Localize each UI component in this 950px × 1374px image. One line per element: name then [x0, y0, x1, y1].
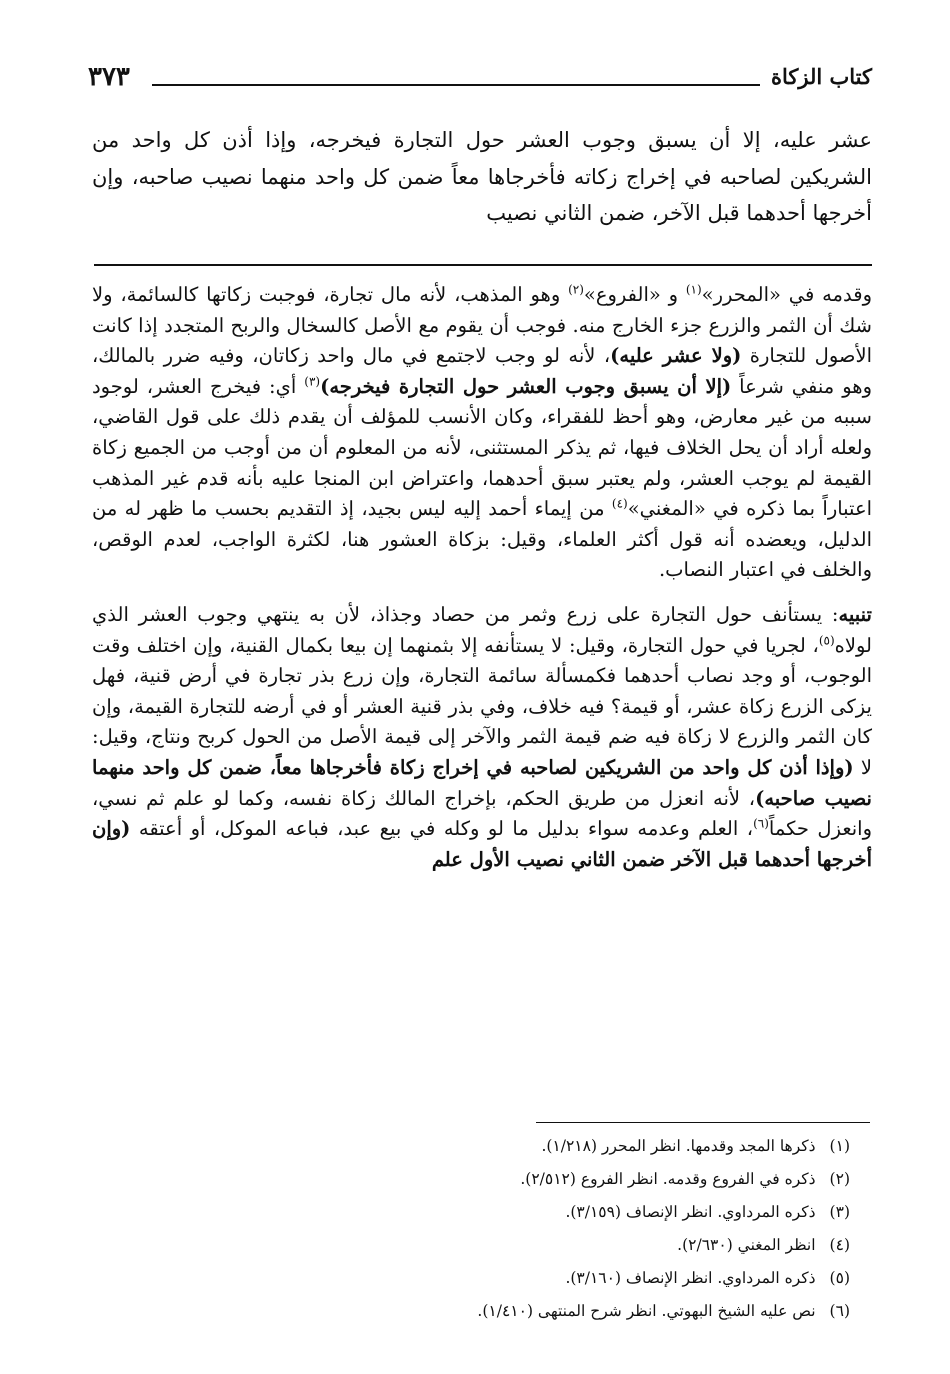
quoted-matn: (إلا أن يسبق وجوب العشر حول التجارة فيخرجه) — [320, 374, 732, 398]
tanbih-label: تنبيه — [838, 602, 872, 626]
footnote-ref[interactable]: (٣) — [304, 374, 321, 389]
footnote-number: (٦) — [829, 1302, 850, 1320]
page-number: ٣٧٣ — [88, 62, 130, 92]
page-header — [88, 62, 872, 102]
text-run: من إيماء أحمد إليه ليس بجيد، إذ التقديم بحسب ما ظهر له من الدليل، ويعضده أنه قول أكثر العلماء، وقيل: بزكاة العشور هنا، لكثرة الواجب، لعدم الوقص، والخلف في اعتبار النصاب. — [92, 497, 872, 582]
header-rule — [152, 84, 760, 86]
text-run: وهو المذهب، لأنه مال تجارة، فوجبت زكاتها كالسائمة، ولا شك أن الثمر والزرع جزء الخارج منه. فوجب أن يقوم مع الأصل كالسخال والربح المتجدد إذا كانت الأصول للتجارة — [92, 283, 872, 368]
matn-line: منهما نصيب صاحبه، وإن أخرجها أحدهما قبل الآخر، ضمن الثاني نصيب — [92, 164, 872, 225]
footnote-number: (١) — [829, 1137, 850, 1155]
matn-separator — [94, 264, 872, 266]
footnote-text: ذكره المرداوي. انظر الإنصاف (٣/١٦٠). — [565, 1269, 816, 1287]
matn-line: واحد من الشريكين لصاحبه في إخراج زكاته فأخرجاها معاً ضمن كل واحد — [92, 128, 872, 189]
text-run: ، لجريا في حول التجارة، وقيل: لا يستأنفه إلا بثمنهما إن بيعا بكمال القنية، وإن اختلف وقت الوجوب، أو وجد نصاب أحدهما فكمسألة سائمة التجارة، وإن زرع بذر تجارة في أرض قنية، فهل يزكى الزرع زكاة عشر، أو قيمة؟ فيه خلاف، وفي بذر قنية العشر أو في أرضه للتجارة القيمة، وإن كان الثمر والزرع لا زكاة فيه ضم قيمة الثمر والآخر إلى قيمة الأصل من الحول كربح ونتاج، وقيل: لا — [92, 633, 872, 779]
footnote-separator — [536, 1122, 870, 1123]
text-run: أي: فيخرج العشر، لوجود سببه من غير معارض، وهو أحظ للفقراء، وكان الأنسب للمؤلف أن يقدم ذلك على قول القاضي، ولعله أراد أن يحل الخلاف فيها، ثم يذكر المستثنى، لأنه من المعلوم أن من أوجب من الجميع زكاة القيمة لم يوجب العشر، ولم يعتبر سبق أحدهما، واعتراض ابن المنجا عليه بأنه قدم غير المذهب اعتباراً بما ذكره في «المغني» — [92, 374, 872, 521]
footnote-number: (٢) — [829, 1170, 850, 1188]
text-run: ، لأنه انعزل من طريق الحكم، بإخراج المالك زكاة نفسه، وكما لو علم ثم نسي، وانعزل حكماً — [92, 786, 872, 841]
footnote-ref[interactable]: (٥) — [818, 633, 835, 648]
footnote-text: انظر المغني (٢/٦٣٠). — [677, 1236, 816, 1254]
footnote-item — [350, 1196, 850, 1229]
footnote-number: (٤) — [829, 1236, 850, 1254]
quoted-matn: (وإذا أذن كل واحد من الشريكين لصاحبه في إخراج زكاة فأخرجاها معاً، ضمن كل واحد منهما نصيب صاحبه) — [92, 755, 872, 810]
text-run: و «الفروع» — [583, 283, 686, 306]
footnote-text: ذكره المرداوي. انظر الإنصاف (٣/١٥٩). — [565, 1203, 816, 1221]
running-title: كتاب الزكاة — [770, 64, 872, 89]
text-run: وقدمه في «المحرر» — [701, 283, 872, 306]
footnote-text: ذكره في الفروع وقدمه. انظر الفروع (٢/٥١٢). — [520, 1170, 816, 1188]
footnote-ref[interactable]: (١) — [685, 282, 702, 297]
footnote-item — [350, 1163, 850, 1196]
footnote-number: (٥) — [829, 1269, 850, 1287]
footnote-number: (٣) — [829, 1203, 850, 1221]
matn-text — [92, 122, 872, 232]
quoted-matn: (ولا عشر عليه) — [610, 344, 742, 368]
footnote-item — [350, 1130, 850, 1163]
footnote-ref[interactable]: (٤) — [611, 496, 628, 511]
footnote-ref[interactable]: (٦) — [753, 816, 769, 831]
footnote-text: نص عليه الشيخ البهوتي. انظر شرح المنتهى (١/٤١٠). — [477, 1302, 816, 1320]
footnote-item — [350, 1229, 850, 1262]
matn-line: عشر عليه، إلا أن يسبق وجوب العشر حول التجارة فيخرجه، وإذا أذن كل — [183, 128, 872, 152]
text-run: ، العلم وعدمه سواء بدليل ما لو وكله في بيع عبد، فباعه الموكل، أو أعتقه — [130, 817, 754, 841]
commentary — [92, 280, 872, 875]
footnote-text: ذكرها المجد وقدمها. انظر المحرر (١/٢١٨). — [541, 1137, 816, 1155]
text-run: ، لأنه لو وجب لاجتمع في مال واحد زكاتان، وفيه ضرر بالمالك، وهو منفي شرعاً — [92, 344, 872, 398]
footnote-item — [350, 1295, 850, 1328]
text-run: : يستأنف حول التجارة على زرع وثمر من حصاد وجذاذ، لأن به ينتهي وجوب العشر الذي لولاه — [92, 602, 872, 657]
quoted-matn: (وإن أخرجها أحدهما قبل الآخر ضمن الثاني نصيب الأول علم — [92, 817, 872, 871]
commentary-paragraph — [92, 600, 872, 875]
commentary-paragraph — [92, 280, 872, 586]
footnotes — [350, 1130, 850, 1328]
footnote-ref[interactable]: (٢) — [568, 282, 584, 297]
footnote-item — [350, 1262, 850, 1295]
